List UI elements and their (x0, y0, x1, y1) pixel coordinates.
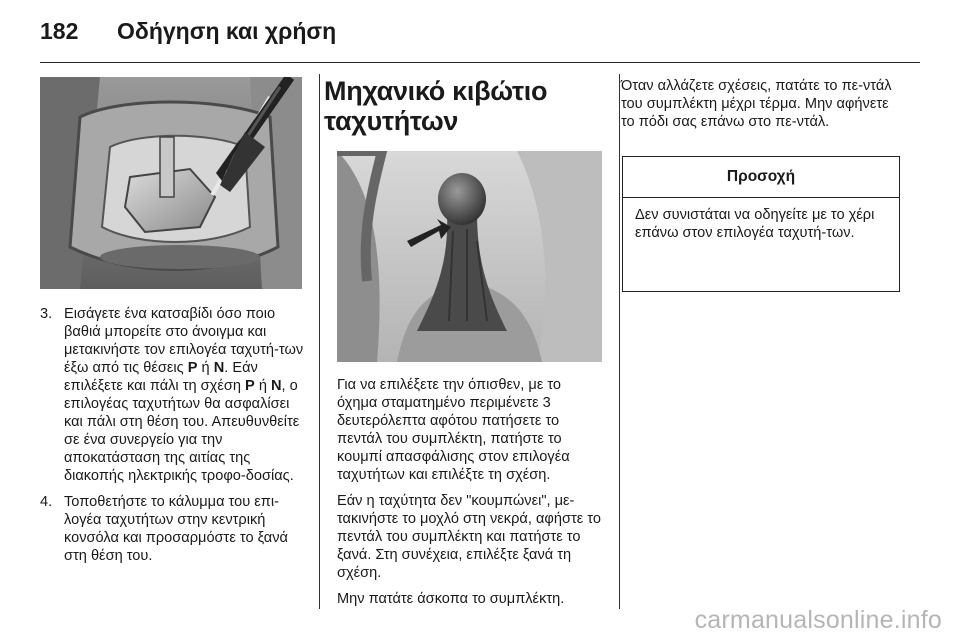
step-text: Τοποθετήστε το κάλυμμα του επι‐λογέα ταχυτήτων στην κεντρική κονσόλα και προσαρμόστε το ξανά στη θέση του. (64, 494, 288, 564)
paragraph: Όταν αλλάζετε σχέσεις, πατάτε το πε‐ντάλ του συμπλέκτη μέχρι τέρμα. Μην αφήνετε το πόδι σας επάνω στο πε‐ντάλ. (621, 78, 892, 130)
header-rule (40, 62, 920, 63)
page-header (40, 14, 920, 54)
caution-box (622, 156, 900, 292)
paragraph: Εάν η ταχύτητα δεν "κουμπώνει", με‐τακινήστε το μοχλό στη νεκρά, αφήστε το πεντάλ του συμπλέκτη και πατήστε το ξανά. Στη συνέχεια, επιλέξτε ξανά τη σχέση. (337, 493, 601, 581)
section-title: Μηχανικό κιβώτιο ταχυτήτων (324, 76, 548, 136)
screwdriver-selector-photo (40, 77, 302, 289)
gear-lever-photo (337, 151, 602, 362)
page-number: 182 (40, 18, 79, 44)
caution-heading: Προσοχή (623, 157, 899, 198)
procedure-steps (40, 305, 304, 573)
step-number: 4. (40, 494, 53, 510)
step-number: 3. (40, 306, 53, 322)
paragraph: Για να επιλέξετε την όπισθεν, με το όχημα σταματημένο περιμένετε 3 δευτερόλεπτα αφότου πατήσετε το πεντάλ του συμπλέκτη, πατήστε το κουμπί απασφάλισης στον επιλογέα ταχυτήτων και επιλέξτε τη σχέση. (337, 377, 570, 483)
paragraph: Μην πατάτε άσκοπα το συμπλέκτη. (337, 591, 565, 607)
caution-text: Δεν συνιστάται να οδηγείτε με το χέρι επάνω στον επιλογέα ταχυτή‐των. (635, 207, 875, 241)
column-divider-right (619, 74, 620, 609)
clutch-text (621, 77, 903, 139)
list-item-step-4 (40, 493, 304, 565)
watermark: carmanualsonline.info (694, 606, 942, 634)
manual-gearbox-text (337, 376, 604, 616)
list-item-step-3: 3. Εισάγετε ένα κατσαβίδι όσο ποιο βαθιά μπορείτε στο άνοιγμα και μετακινήστε τον επιλογέα ταχυτή‐των έξω από τις θέσεις P ή N. Εάν επιλέξετε και πάλι τη σχέση P ή N, ο επιλογέας ταχυτήτων θα ασφαλίσει και πάλι στη θέση του. Απευθυνθείτε σε ένα συνεργείο για την αποκατάσταση της αιτίας της διακοπής ηλεκτρικής τροφο‐δοσίας. (40, 306, 304, 484)
chapter-title: Οδήγηση και χρήση (117, 18, 337, 44)
column-divider-left (319, 74, 320, 609)
